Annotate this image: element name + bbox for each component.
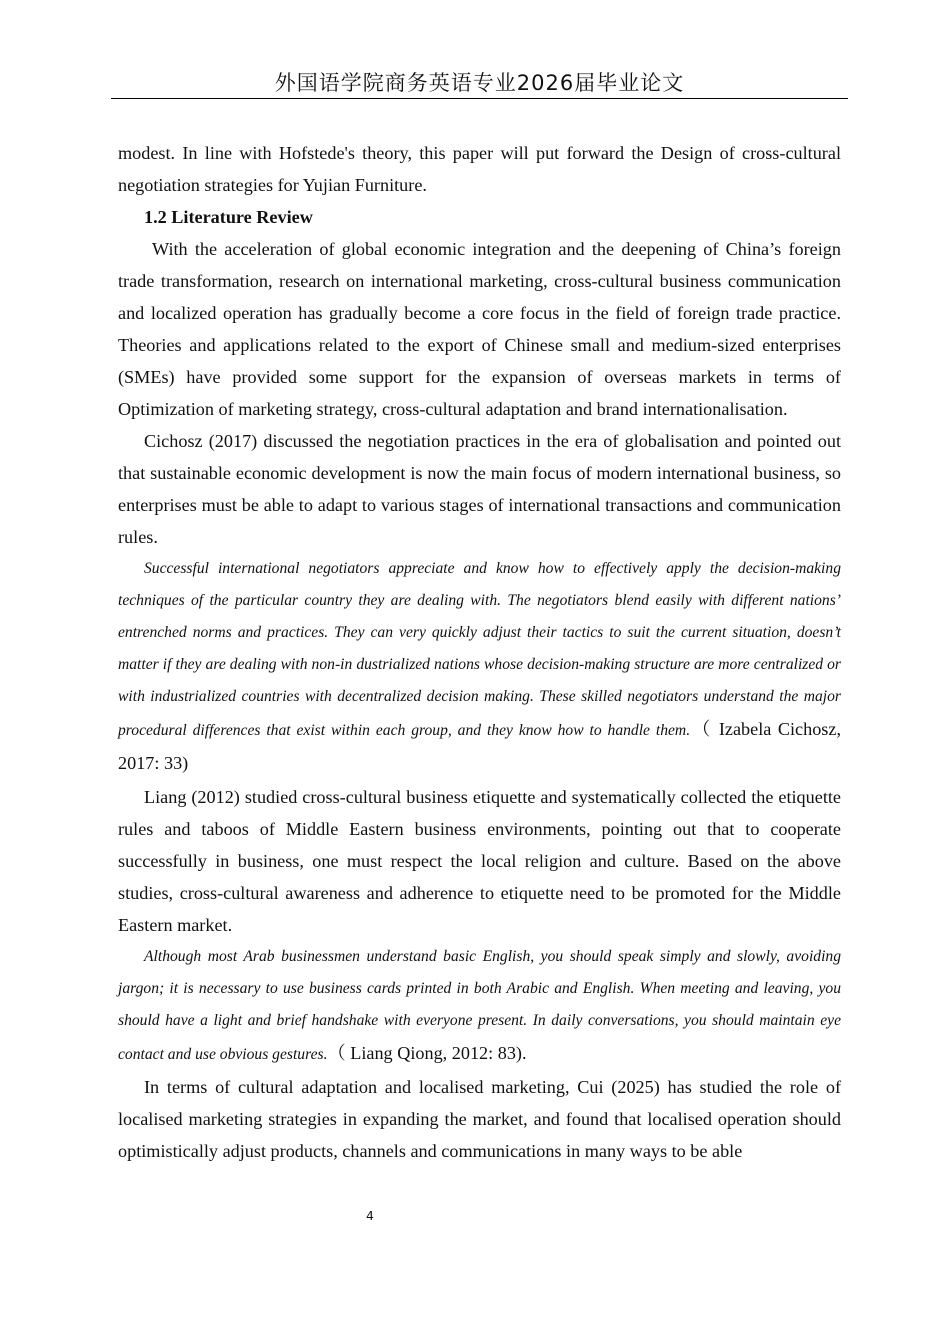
paragraph-intro-continuation: modest. In line with Hofstede's theory, this paper will put forward the Design of cross-cultural negotiation strategies for Yujian Furniture. [118, 143, 841, 195]
page-number: 4 [366, 1209, 374, 1223]
quote-citation: （ Liang Qiong, 2012: 83). [327, 1043, 527, 1063]
paragraph-literature-1: With the acceleration of global economic integration and the deepening of China’s foreign trade transformation, research on international marketing, cross-cultural business communication and localized operation has gradually become a core focus in the field of foreign trade practice. Theories and applications related to the export of Chinese small and medium-sized enterprises (SMEs) have provided some support for the expansion of overseas markets in terms of Optimization of marketing strategy, cross-cultural adaptation and brand internationalisation. [118, 239, 841, 419]
block-quote-cichosz [118, 553, 841, 781]
block-quote-liang [118, 941, 841, 1071]
running-header: 外国语学院商务英语专业2026届毕业论文 [274, 71, 685, 95]
paragraph-literature-2: Cichosz (2017) discussed the negotiation practices in the era of globalisation and pointed out that sustainable economic development is now the main focus of modern international business, so enterprises must be able to adapt to various stages of international transactions and communication rules. [118, 431, 841, 547]
quote-text: Although most Arab businessmen understand basic English, you should speak simply and slowly, avoiding jargon; it is necessary to use business cards printed in both Arabic and English. When meeting and leaving, you should have a light and brief handshake with everyone present. In daily conversations, you should maintain eye contact and use obvious gestures. [118, 948, 841, 1063]
paragraph-literature-3: Liang (2012) studied cross-cultural business etiquette and systematically collected the etiquette rules and taboos of Middle Eastern business environments, pointing out that to cooperate successfully in business, one must respect the local religion and culture. Based on the above studies, cross-cultural awareness and adherence to etiquette need to be promoted for the Middle Eastern market. [118, 787, 841, 935]
quote-text: Successful international negotiators appreciate and know how to effectively apply the decision-making techniques of the particular country they are dealing with. The negotiators blend easily with different nations’ entrenched norms and practices. They can very quickly adjust their tactics to suit the current situation, doesn’t matter if they are dealing with non-in dustrialized nations whose decision-making structure are more centralized or with industrialized countries with decentralized decision making. These skilled negotiators understand the major procedural differences that exist within each group, and they know how to handle them. [118, 560, 841, 739]
header-rule [111, 98, 848, 99]
paragraph-literature-4: In terms of cultural adaptation and localised marketing, Cui (2025) has studied the role of localised marketing strategies in expanding the market, and found that localised operation should optimistically adjust products, channels and communications in many ways to be able [118, 1077, 841, 1161]
quote-citation: （ Izabela Cichosz, 2017: 33) [118, 719, 841, 773]
body-text [118, 137, 841, 1167]
section-heading: 1.2 Literature Review [144, 207, 313, 227]
